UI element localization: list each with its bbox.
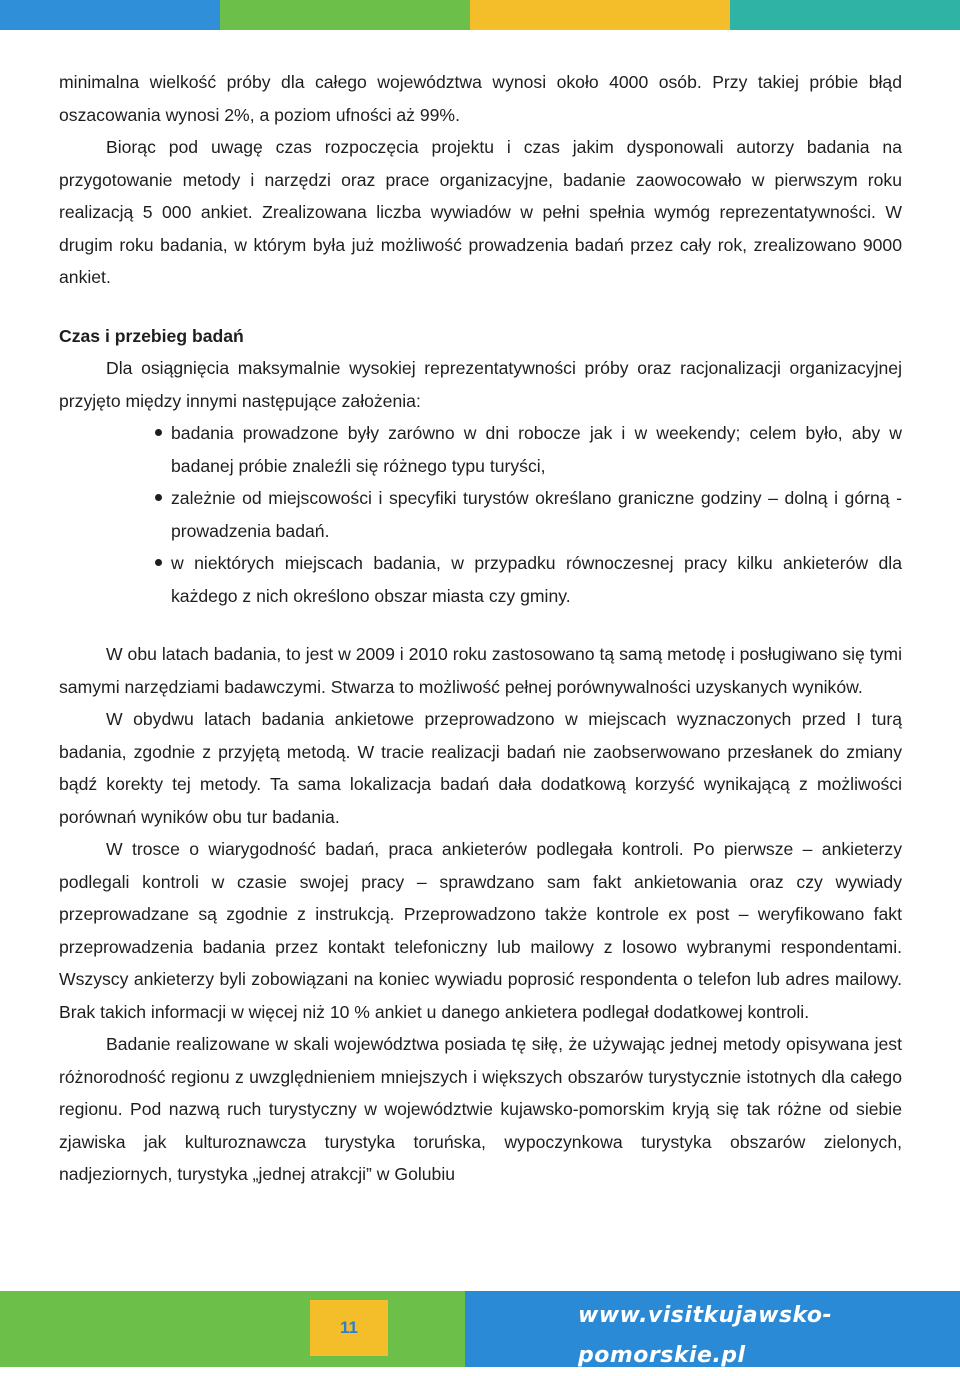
bullet-icon xyxy=(155,559,162,566)
page-number: 11 xyxy=(310,1300,388,1356)
list-item xyxy=(171,417,902,482)
footer-green-block xyxy=(0,1291,465,1367)
intro-paragraph-2: Biorąc pod uwagę czas rozpoczęcia projektu i czas jakim dysponowali autorzy badania na przygotowanie metody i narzędzi oraz prace organizacyjne, badanie zaowocowało w pierwszym roku realizacją 5 000 ankiet. Zrealizowana liczba wywiadów w pełni spełnia wymóg reprezentatywności. W drugim roku badania, w którym była już możliwość prowadzenia badań przez cały rok, zrealizowano 9000 ankiet. xyxy=(59,137,902,287)
band-segment-yellow xyxy=(470,0,730,30)
list-item-text: zależnie od miejscowości i specyfiki turystów określano graniczne godziny – dolną i górną - prowadzenia badań. xyxy=(171,488,902,541)
intro-paragraph-1: minimalna wielkość próby dla całego województwa wynosi około 4000 osób. Przy takiej próbie błąd oszacowania wynosi 2%, a poziom ufności aż 99%. xyxy=(59,72,902,125)
top-color-band xyxy=(0,0,960,30)
list-item-text: badania prowadzone były zarówno w dni robocze jak i w weekendy; celem było, aby w badanej próbie znaleźli się różnego typu turyści, xyxy=(171,423,902,476)
bullet-icon xyxy=(155,494,162,501)
band-segment-blue xyxy=(0,0,220,30)
body-paragraph-1: W obu latach badania, to jest w 2009 i 2010 roku zastosowano tą samą metodę i posługiwano się tymi samymi narzędziami badawczymi. Stwarza to możliwość pełnej porównywalności uzyskanych wyników. xyxy=(59,644,902,697)
body-paragraph-2: W obydwu latach badania ankietowe przeprowadzono w miejscach wyznaczonych przed I turą badania, zgodnie z przyjętą metodą. W tracie realizacji badań nie zaobserwowano przesłanek do zmiany bądź korekty tej metody. Ta sama lokalizacja badań dała dodatkową korzyść wynikającą z możliwości porównań wyników obu tur badania. xyxy=(59,709,902,827)
body-paragraph-4: Badanie realizowane w skali województwa posiada tę siłę, że używając jednej metody opisywana jest różnorodność regionu z uwzględnieniem mniejszych i większych obszarów turystycznie istotnych dla całego regionu. Pod nazwą ruch turystyczny w województwie kujawsko-pomorskim kryją się tak różne od siebie zjawiska jak kulturoznawcza turystyka toruńska, wypoczynkowa turystyka obszarów zielonych, nadjeziornych, turystyka „jednej atrakcji” w Golubiu xyxy=(59,1034,902,1184)
section-heading: Czas i przebieg badań xyxy=(59,325,244,346)
assumptions-list xyxy=(59,417,902,612)
website-link[interactable]: www.visitkujawsko-pomorskie.pl xyxy=(578,1303,833,1368)
band-segment-green xyxy=(220,0,470,30)
list-item xyxy=(171,547,902,612)
band-segment-teal xyxy=(730,0,960,30)
section-lead: Dla osiągnięcia maksymalnie wysokiej reprezentatywności próby oraz racjonalizacji organizacyjnej przyjęto między innymi następujące założenia: xyxy=(59,358,902,411)
list-item xyxy=(171,482,902,547)
page-content xyxy=(59,66,902,1191)
list-item-text: w niektórych miejscach badania, w przypadku równoczesnej pracy kilku ankieterów dla każdego z nich określono obszar miasta czy gminy. xyxy=(171,553,902,606)
body-paragraph-3: W trosce o wiarygodność badań, praca ankieterów podlegała kontroli. Po pierwsze – ankieterzy podlegali kontroli w czasie swojej pracy – sprawdzano sam fakt ankietowania oraz czy wywiady przeprowadzane są zgodnie z instrukcją. Przeprowadzono także kontrole ex post – weryfikowano fakt przeprowadzenia badania przez kontakt telefoniczny lub mailowy z losowo wybranymi respondentami. Wszyscy ankieterzy byli zobowiązani na koniec wywiadu poprosić respondenta o telefon lub adres mailowy. Brak takich informacji w więcej niż 10 % ankiet u danego ankietera podlegał dodatkowej kontroli. xyxy=(59,839,902,1022)
bullet-icon xyxy=(155,429,162,436)
spacer xyxy=(59,612,902,638)
